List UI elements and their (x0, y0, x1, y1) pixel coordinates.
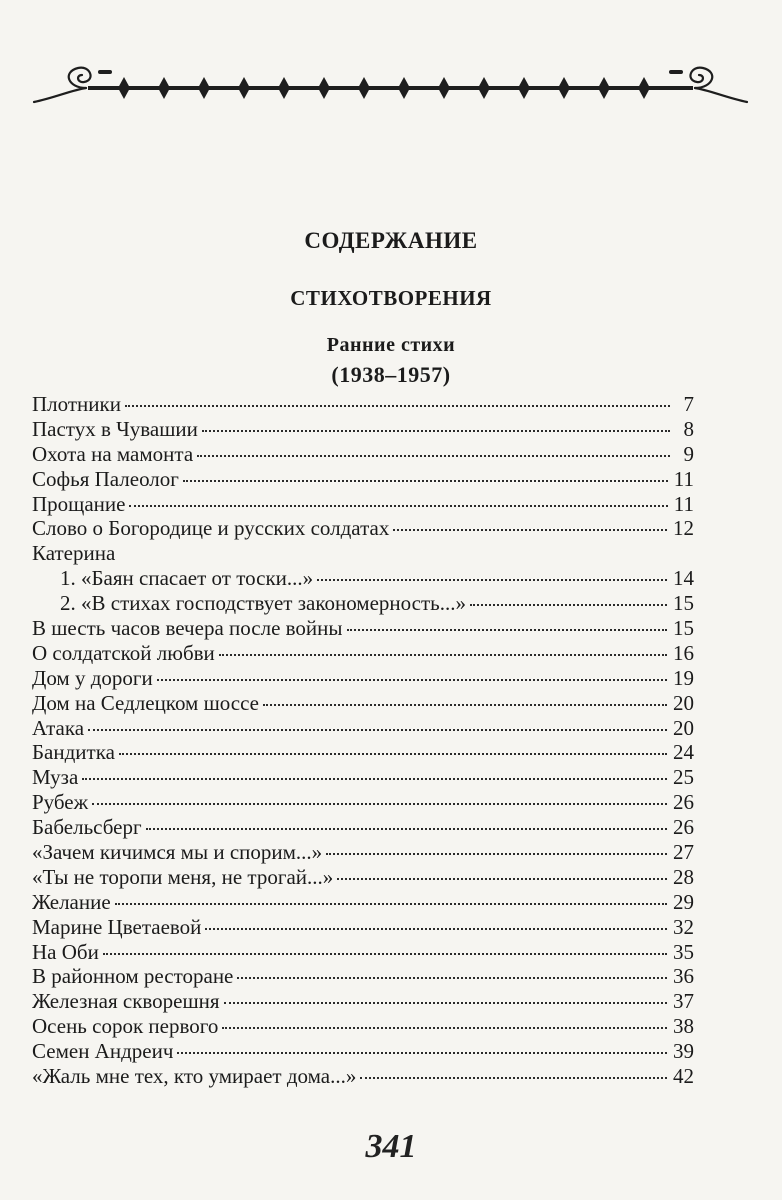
dot-leader (157, 679, 667, 681)
page-number: 341 (365, 1128, 417, 1165)
toc-entry-page: 28 (673, 864, 694, 889)
contents-title: СОДЕРЖАНИЕ (304, 228, 478, 253)
toc-entry-title: Бандитка (32, 740, 115, 765)
toc-entry-title: В шесть часов вечера после войны (32, 616, 343, 641)
toc-entry-page: 14 (673, 566, 694, 591)
toc-entry-page: 39 (673, 1039, 694, 1064)
toc-entry[interactable] (32, 616, 694, 641)
toc-entry-page: 42 (673, 1064, 694, 1089)
toc-entry-page: 9 (683, 441, 694, 466)
toc-entry-title: Пастух в Чувашии (32, 416, 198, 441)
toc-entry-title: 2. «В стихах господствует закономерность...» (60, 591, 466, 616)
dot-leader (224, 1002, 667, 1004)
toc-entry[interactable] (32, 1039, 694, 1064)
toc-entry[interactable] (32, 915, 694, 940)
toc-entry-page: 29 (673, 889, 694, 914)
toc-entry-title: Плотники (32, 392, 121, 416)
toc-entry[interactable] (32, 989, 694, 1014)
toc-entry[interactable] (32, 691, 694, 716)
dot-leader (326, 853, 667, 855)
toc-entry-page: 27 (673, 840, 694, 865)
toc-entry-page: 32 (673, 914, 694, 939)
subsection-heading: Ранние стихи (326, 334, 456, 356)
toc-entry-page: 16 (673, 640, 694, 665)
dot-leader (119, 753, 667, 755)
toc-entry[interactable] (32, 840, 694, 865)
toc-entry-page: 26 (673, 815, 694, 840)
dot-leader (347, 629, 668, 631)
toc-entry[interactable] (32, 591, 694, 616)
toc-entry-title: Осень сорок первого (32, 1014, 219, 1039)
toc-entry-page: 25 (673, 765, 694, 790)
dot-leader (237, 977, 667, 979)
dot-leader (470, 604, 667, 606)
toc-entry[interactable] (32, 566, 694, 591)
dot-leader (92, 803, 667, 805)
toc-entry[interactable] (32, 442, 694, 467)
toc-entry-page: 35 (673, 939, 694, 964)
toc-entry-page: 26 (673, 790, 694, 815)
toc-entry-title: Семен Андреич (32, 1039, 174, 1064)
toc-entry-page: 8 (683, 416, 694, 441)
dot-leader (202, 430, 670, 432)
toc-entry[interactable] (32, 964, 694, 989)
toc-entry-title: Рубеж (32, 790, 89, 815)
toc-entry[interactable] (32, 666, 694, 691)
toc-entry-title: Желание (32, 889, 111, 914)
toc-entry-page: 19 (673, 665, 694, 690)
toc-entry-page: 20 (673, 715, 694, 740)
dot-leader (197, 455, 670, 457)
dot-leader (146, 828, 667, 830)
toc-entry-title: На Оби (32, 939, 99, 964)
toc-entry[interactable] (32, 641, 694, 666)
dot-leader (263, 704, 667, 706)
toc-group-heading[interactable] (32, 541, 694, 566)
toc-entry-title: Дом у дороги (32, 665, 153, 690)
dot-leader (129, 505, 667, 507)
toc-entry[interactable] (32, 815, 694, 840)
dot-leader (103, 953, 667, 955)
dot-leader (222, 1027, 667, 1029)
toc-entry-page: 15 (673, 616, 694, 641)
toc-entry-title: Софья Палеолог (32, 466, 179, 491)
header-ornament (28, 58, 753, 108)
toc-entry-page: 7 (683, 392, 694, 416)
toc-entry-title: Охота на мамонта (32, 441, 194, 466)
dot-leader (393, 529, 667, 531)
toc-entry[interactable] (32, 740, 694, 765)
toc-entry-title: Муза (32, 765, 79, 790)
dot-leader (115, 903, 667, 905)
dot-leader (205, 928, 667, 930)
toc-entry-page: 12 (673, 516, 694, 541)
dot-leader (317, 579, 667, 581)
toc-entry-page: 37 (673, 989, 694, 1014)
toc-entry[interactable] (32, 890, 694, 915)
section-heading: СТИХОТВОРЕНИЯ (290, 286, 492, 310)
toc-entry[interactable] (32, 467, 694, 492)
toc-entry-title: Бабельсберг (32, 815, 142, 840)
dot-leader (337, 878, 667, 880)
toc-entry-title: Слово о Богородице и русских солдатах (32, 516, 390, 541)
toc-entry-title: О солдатской любви (32, 640, 215, 665)
toc-entry-title: «Жаль мне тех, кто умирает дома...» (32, 1064, 357, 1089)
dot-leader (219, 654, 667, 656)
toc-entry-page: 15 (673, 591, 694, 616)
dot-leader (360, 1077, 667, 1079)
toc-entry-page: 20 (673, 690, 694, 715)
toc-entry-page: 11 (673, 466, 694, 491)
toc-entry-title: Прощание (32, 491, 126, 516)
toc-entry-page: 11 (673, 491, 694, 516)
toc-entry-page: 36 (673, 964, 694, 989)
toc-entry[interactable] (32, 940, 694, 965)
toc-entry[interactable] (32, 1064, 694, 1089)
toc-entry-title: В районном ресторане (32, 964, 234, 989)
toc-entry-title: «Ты не торопи меня, не трогай...» (32, 864, 334, 889)
toc-entry[interactable] (32, 492, 694, 517)
toc-entry[interactable] (32, 1014, 694, 1039)
table-of-contents (32, 392, 694, 1089)
toc-entry-title: Атака (32, 715, 85, 740)
toc-entry-title: Марине Цветаевой (32, 914, 202, 939)
subsection-years: (1938–1957) (331, 362, 451, 387)
toc-entry[interactable] (32, 716, 694, 741)
toc-entry[interactable] (32, 865, 694, 890)
toc-entry[interactable] (32, 790, 694, 815)
toc-entry-page: 38 (673, 1014, 694, 1039)
toc-entry[interactable] (32, 417, 694, 442)
toc-entry[interactable] (32, 765, 694, 790)
dot-leader (183, 480, 668, 482)
toc-entry-title: 1. «Баян спасает от тоски...» (60, 566, 314, 591)
toc-entry-title: «Зачем кичимся мы и спорим...» (32, 840, 323, 865)
dot-leader (88, 729, 667, 731)
toc-entry-title: Катерина (32, 541, 116, 566)
dot-leader (82, 778, 667, 780)
toc-entry-page: 24 (673, 740, 694, 765)
toc-entry[interactable] (32, 516, 694, 541)
toc-entry-title: Дом на Седлецком шоссе (32, 690, 259, 715)
dot-leader (125, 405, 670, 407)
dot-leader (177, 1052, 667, 1054)
toc-entry-title: Железная скворешня (32, 989, 220, 1014)
toc-entry[interactable] (32, 392, 694, 417)
